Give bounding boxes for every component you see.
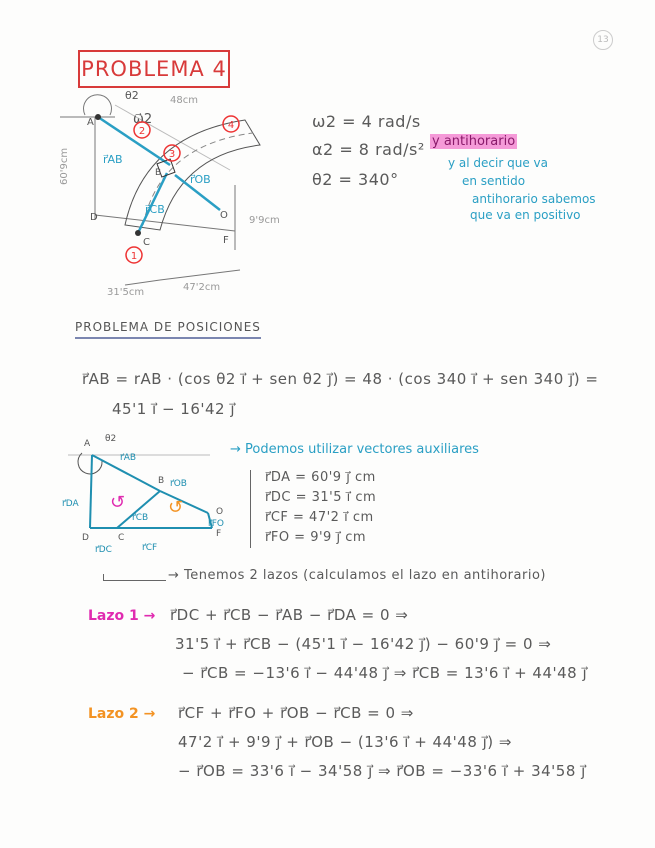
dim-609: 60'9cm [59,147,70,185]
lazo2-label: Lazo 2 → [88,706,156,722]
rcf-label: r⃗CF [142,543,158,553]
page-number: 13 [593,30,613,50]
omega-value: ω2 = 4 rad/s [312,112,421,131]
note-line: en sentido [462,174,526,188]
dim-472: 47'2cm [183,282,221,293]
point-o: O [216,507,224,517]
section-title: PROBLEMA DE POSICIONES [75,320,261,339]
lazo1-line: − r⃗CB = −13'6 i⃗ − 44'48 j⃗ ⇒ r⃗CB = 13'6 i⃗ + 44'48 j⃗ [182,664,588,682]
link-1-label: 1 [130,251,138,262]
rab-label: r⃗AB [120,453,137,463]
loop2-rotation-icon: ↺ [168,497,184,518]
problem-title: PROBLEMA 4 [78,50,230,88]
lazo1-line: r⃗DC + r⃗CB − r⃗AB − r⃗DA = 0 ⇒ [170,606,409,624]
point-f: F [223,235,229,246]
vector-loop-diagram [60,428,235,558]
rob-label: r⃗OB [170,479,187,489]
dim-99: 9'9cm [249,215,280,226]
direction-highlight: y antihorario [432,134,516,149]
aux-vector: r⃗FO = 9'9 j⃗ cm [265,530,367,545]
rdc-label: r⃗DC [95,545,112,555]
theta-label: θ2 [105,434,117,444]
theta-label: θ2 [125,89,139,102]
aux-vector: r⃗DA = 60'9 j⃗ cm [265,470,376,485]
alpha-value: α2 = 8 rad/s² [312,140,425,159]
point-c: C [118,533,125,543]
aux-vector: r⃗DC = 31'5 i⃗ cm [265,490,377,505]
note-line: y al decir que va [448,156,548,170]
theta-value: θ2 = 340° [312,170,399,189]
dim-315: 31'5cm [107,287,145,298]
point-d: D [90,212,98,223]
aux-note: → Podemos utilizar vectores auxiliares [230,442,479,457]
link-3-label: 3 [168,149,176,160]
lazo2-line: − r⃗OB = 33'6 i⃗ − 34'58 j⃗ ⇒ r⃗OB = −33'6 i⃗ + 34'58 j⃗ [178,762,586,780]
point-b: B [158,476,165,486]
rda-label: r⃗DA [62,499,79,509]
note-line: que va en positivo [470,208,581,222]
lazo1-line: 31'5 i⃗ + r⃗CB − (45'1 i⃗ − 16'42 j⃗) − 60'9 j⃗ = 0 ⇒ [175,635,552,653]
link-2-label: 2 [138,126,146,137]
omega-label: ω⃗2 [133,112,153,127]
point-c: C [143,237,150,248]
bracket-line [103,574,166,581]
rab-result: 45'1 i⃗ − 16'42 j⃗ [112,400,236,418]
point-b: B [155,168,162,178]
note-line: antihorario sabemos [472,192,596,206]
link-4-label: 4 [227,120,235,131]
lazo2-line: 47'2 i⃗ + 9'9 j⃗ + r⃗OB − (13'6 i⃗ + 44'48 j⃗) ⇒ [178,733,512,751]
rcb-label: r⃗CB [145,203,165,216]
point-d: D [82,533,89,543]
point-a: A [84,439,91,449]
rob-label: r⃗OB [190,173,211,186]
rab-equation: r⃗AB = rAB · (cos θ2 i⃗ + sen θ2 j⃗) = 48 · (cos 340 i⃗ + sen 340 j⃗) = [82,370,599,388]
loops-note: → Tenemos 2 lazos (calculamos el lazo en antihorario) [168,568,546,583]
brace [250,470,261,548]
point-f: F [216,529,222,539]
rfo-label: r⃗FO [208,519,224,529]
rab-label: r⃗AB [103,153,123,166]
point-a: A [87,117,94,128]
mechanism-diagram [55,85,305,300]
aux-vector: r⃗CF = 47'2 i⃗ cm [265,510,374,525]
rcb-label: r⃗CB [132,513,149,523]
lazo1-label: Lazo 1 → [88,608,156,624]
point-o: O [220,210,228,221]
lazo2-line: r⃗CF + r⃗FO + r⃗OB − r⃗CB = 0 ⇒ [178,704,414,722]
dim-48: 48cm [170,95,198,106]
loop1-rotation-icon: ↺ [110,492,126,513]
